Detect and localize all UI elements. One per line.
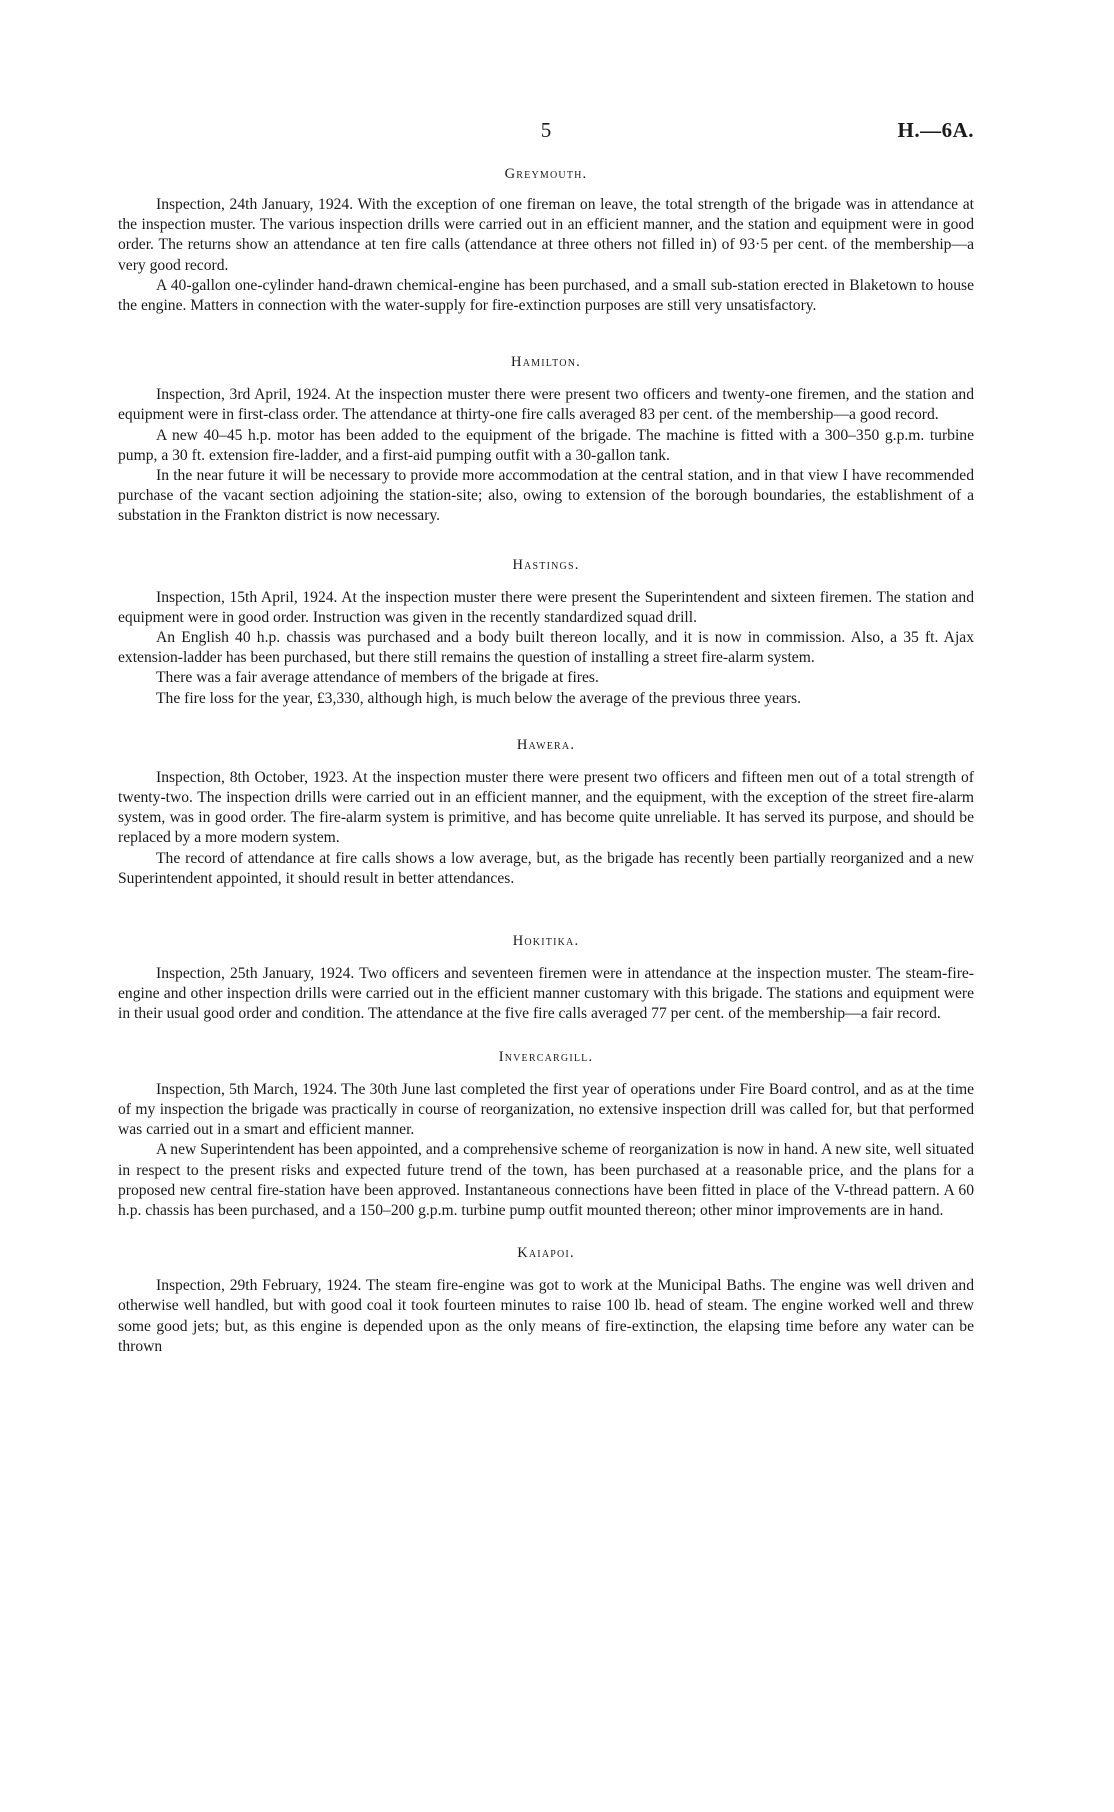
section-heading: Hokitika. <box>512 933 580 950</box>
section-body <box>118 195 974 316</box>
paragraph: Inspection, 8th October, 1923. At the inspection muster there were present two officers and fifteen men out of a total strength of twenty-two. The inspection drills were carried out in an efficient manner, and the equipment, with the exception of the street fire-alarm system, was in good order. The fire-alarm system is primitive, and has become quite unreliable. It has served its purpose, and should be replaced by a more modern system. <box>118 768 974 847</box>
page-number: 5 <box>540 118 552 142</box>
section-hokitika <box>118 933 974 1025</box>
section-heading: Kaiapoi. <box>517 1245 575 1262</box>
section-hawera <box>118 737 974 889</box>
section-heading: Greymouth. <box>504 166 588 182</box>
paragraph: A new 40–45 h.p. motor has been added to the equipment of the brigade. The machine is fitted with a 300–350 g.p.m. turbine pump, a 30 ft. extension fire-ladder, and a first-aid pumping outfit with a 30-gallon tank. <box>118 426 974 464</box>
document-reference: H.—6A. <box>897 118 974 142</box>
paragraph: In the near future it will be necessary to provide more accommodation at the central station, and in that view I have recommended purchase of the vacant section adjoining the station-site; also, owing to extension of the borough boundaries, the establishment of a substation in the Frankton district is now necessary. <box>118 467 974 525</box>
section-body <box>118 588 974 709</box>
section-body <box>118 964 974 1025</box>
page-header <box>118 118 974 152</box>
section-body <box>118 768 974 889</box>
paragraph: Inspection, 24th January, 1924. With the exception of one fireman on leave, the total strength of the brigade was in attendance at the inspection muster. The various inspection drills were carried out in an efficient manner, and the station and equipment were in good order. The returns show an attendance at ten fire calls (attendance at three others not filled in) of 93·5 per cent. of the membership—a very good record. <box>118 196 974 274</box>
section-body <box>118 385 974 526</box>
section-kaiapoi <box>118 1245 974 1357</box>
paragraph: An English 40 h.p. chassis was purchased and a body built thereon locally, and it is now in commission. Also, a 35 ft. Ajax extension-ladder has been purchased, but there still remains the question of installing a street fire-alarm system. <box>118 629 974 667</box>
paragraph: The record of attendance at fire calls shows a low average, but, as the brigade has recently been partially reorganized and a new Superintendent appointed, it should result in better attendances. <box>118 849 974 887</box>
paragraph: Inspection, 25th January, 1924. Two officers and seventeen firemen were in attendance at the inspection muster. The steam-fire-engine and other inspection drills were carried out in the efficient manner customary with this brigade. The stations and equipment were in their usual good order and condition. The attendance at the five fire calls averaged 77 per cent. of the membership—a fair record. <box>118 965 974 1023</box>
section-hamilton <box>118 354 974 526</box>
paragraph: Inspection, 29th February, 1924. The steam fire-engine was got to work at the Municipal Baths. The engine was well driven and otherwise well handled, but with good coal it took fourteen minutes to raise 100 lb. head of steam. The engine worked well and threw some good jets; but, as this engine is depended upon as the only means of fire-extinction, the elapsing time before any water can be thrown <box>118 1277 974 1355</box>
document-page <box>118 118 974 1357</box>
paragraph: A 40-gallon one-cylinder hand-drawn chemical-engine has been purchased, and a small sub-station erected in Blaketown to house the engine. Matters in connection with the water-supply for fire-extinction purposes are still very unsatisfactory. <box>118 276 974 315</box>
section-heading: Hawera. <box>516 736 576 753</box>
paragraph: There was a fair average attendance of members of the brigade at fires. <box>156 669 599 687</box>
paragraph: Inspection, 3rd April, 1924. At the inspection muster there were present two officers and twenty-one firemen, and the station and equipment were in first-class order. The attendance at thirty-one fire calls averaged 83 per cent. of the membership—a good record. <box>118 386 974 424</box>
section-body <box>118 1276 974 1357</box>
section-hastings <box>118 557 974 709</box>
section-greymouth <box>118 166 974 316</box>
section-heading: Hamilton. <box>511 354 581 371</box>
section-invercargill <box>118 1049 974 1221</box>
paragraph: A new Superintendent has been appointed, and a comprehensive scheme of reorganization is now in hand. A new site, well situated in respect to the present risks and expected future trend of the town, has been purchased at a reasonable price, and the plans for a proposed new central fire-station have been approved. Instantaneous connections have been fitted in place of the V-thread pattern. A 60 h.p. chassis has been purchased, and a 150–200 g.p.m. turbine pump outfit mounted thereon; other minor improvements are in hand. <box>118 1141 974 1219</box>
paragraph: Inspection, 5th March, 1924. The 30th June last completed the first year of operations under Fire Board control, and as at the time of my inspection the brigade was practically in course of reorganization, no extensive inspection drill was called for, but that performed was carried out in a smart and efficient manner. <box>118 1080 974 1139</box>
paragraph: The fire loss for the year, £3,330, although high, is much below the average of the previous three years. <box>156 689 802 707</box>
paragraph: Inspection, 15th April, 1924. At the inspection muster there were present the Superintendent and sixteen firemen. The station and equipment were in good order. Instruction was given in the recently standardized squad drill. <box>118 588 974 626</box>
section-heading: Invercargill. <box>498 1048 594 1065</box>
section-body <box>118 1080 974 1221</box>
section-heading: Hastings. <box>512 556 580 573</box>
